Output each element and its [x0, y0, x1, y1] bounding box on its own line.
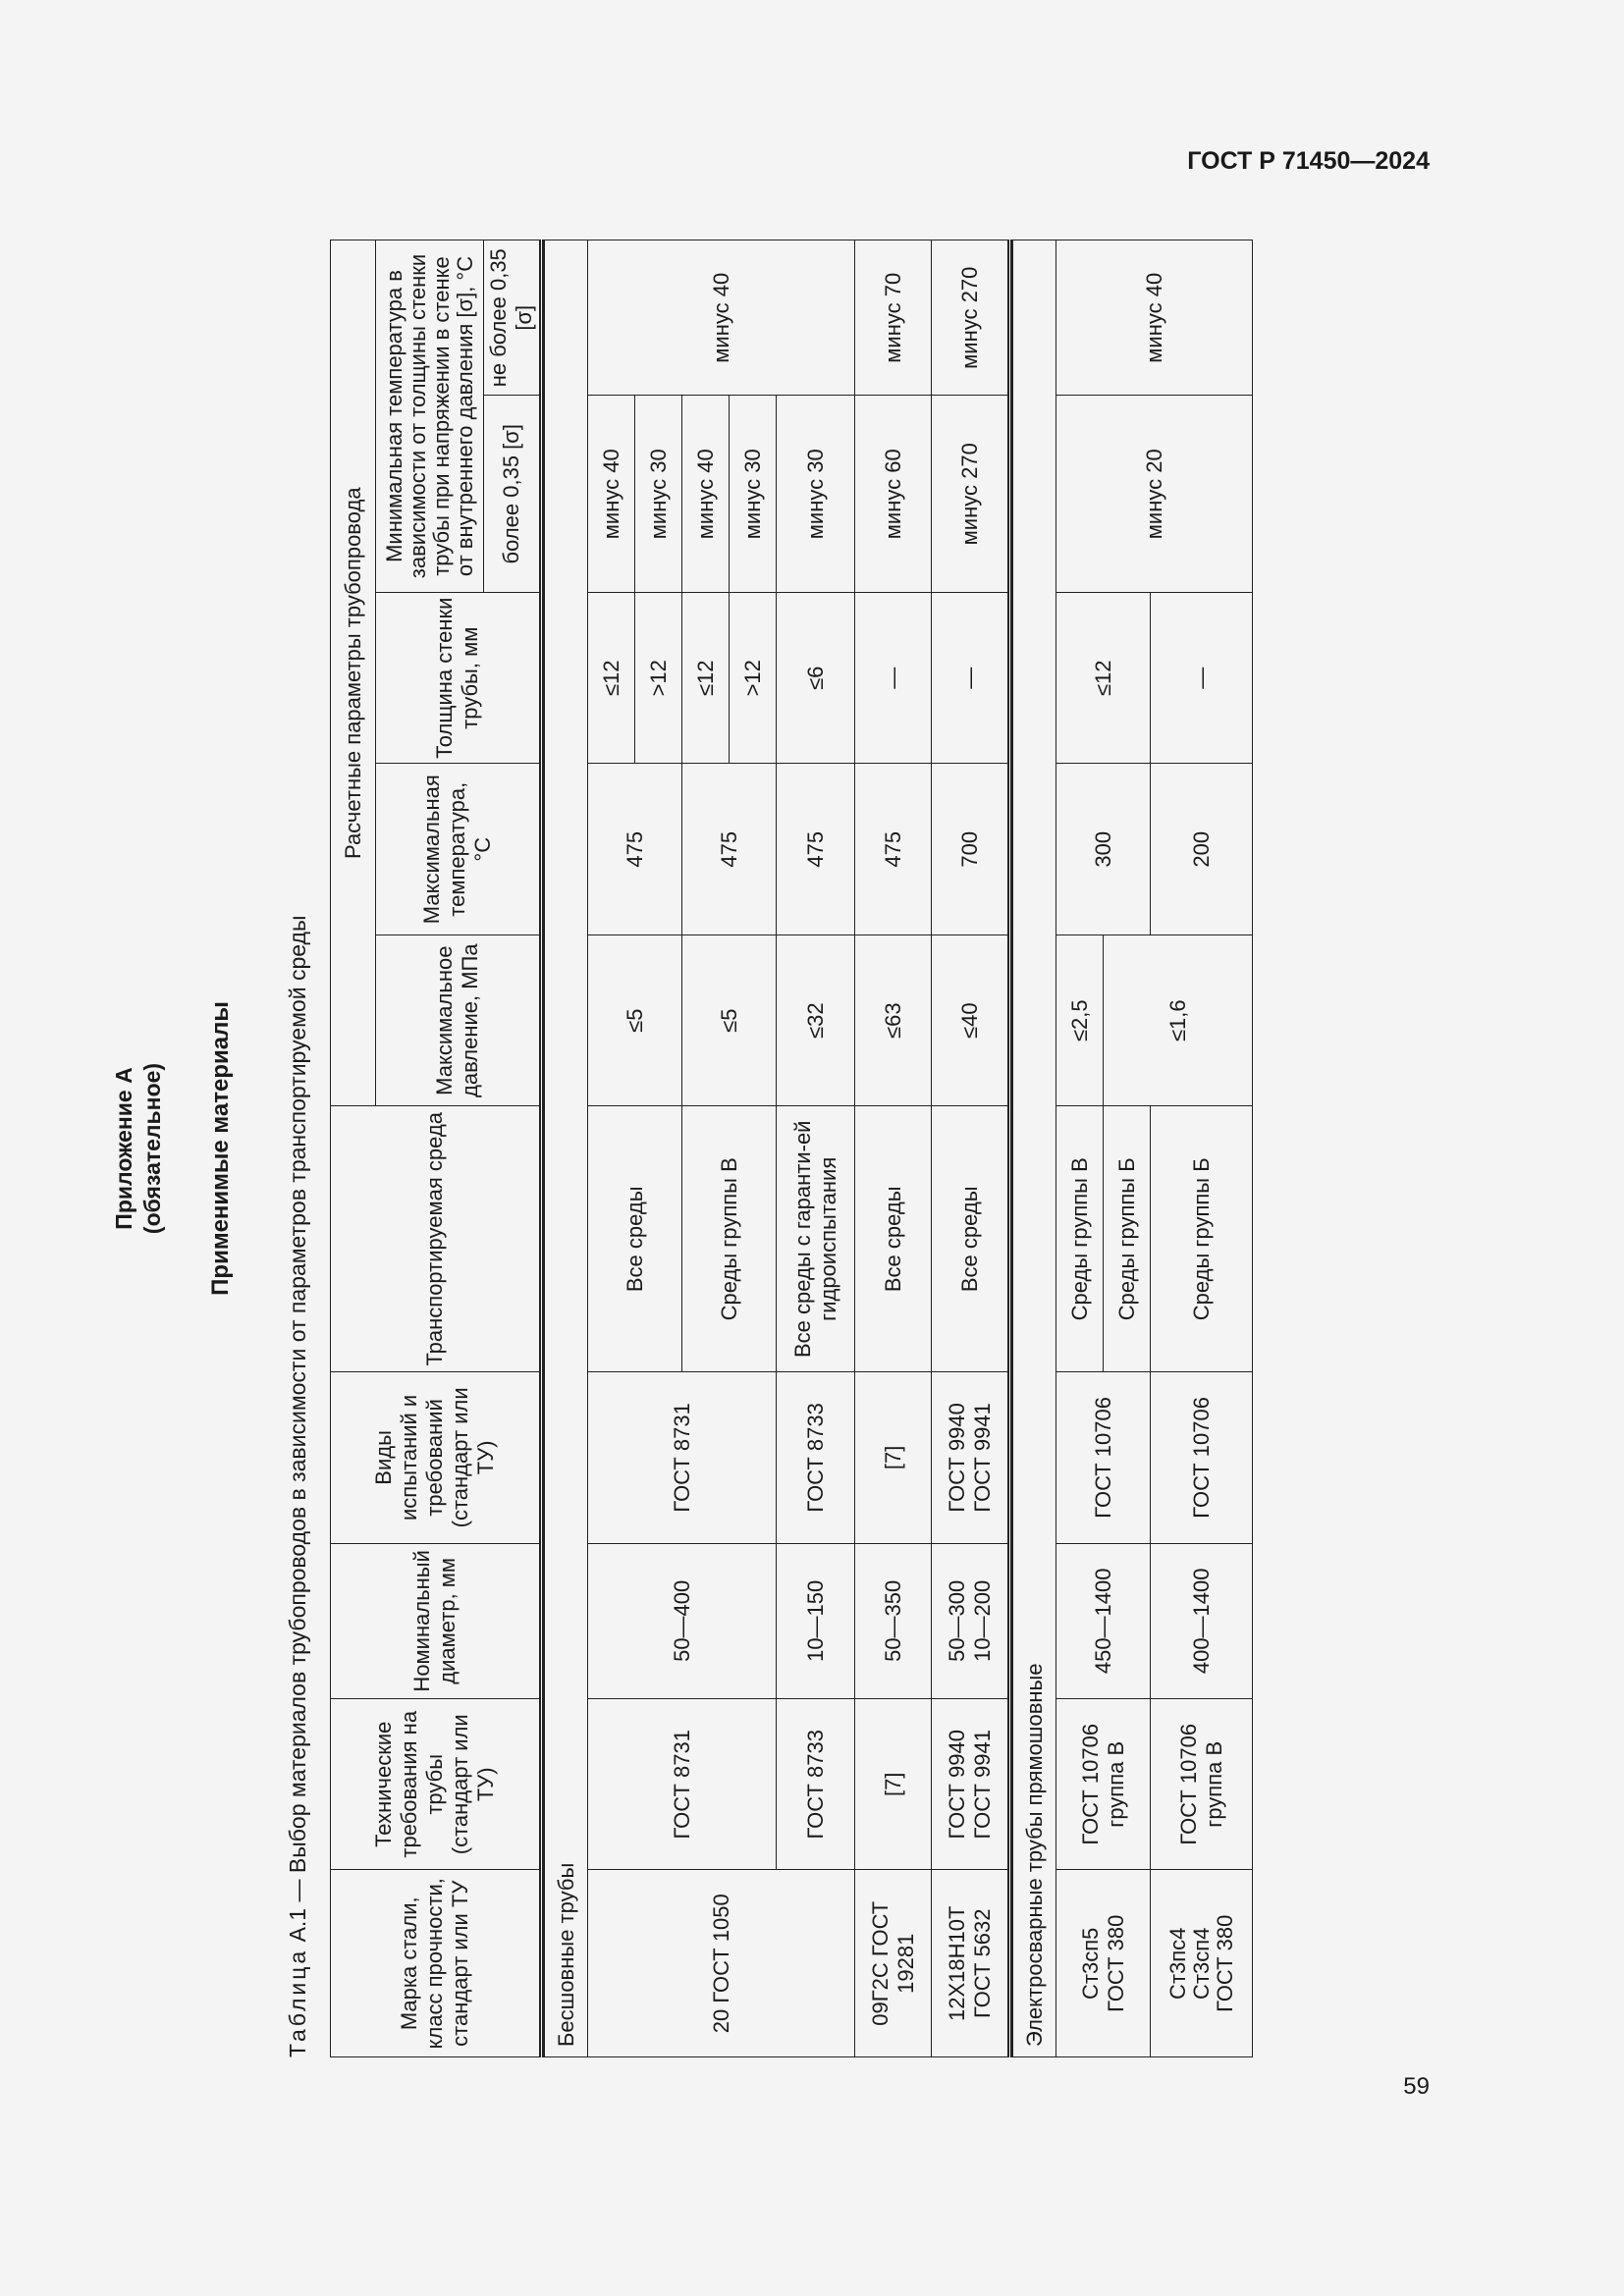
temp-cell: 475 — [777, 764, 855, 934]
header-design-params: Расчетные параметры трубопровода — [331, 240, 376, 1106]
header-wall: Толщина стенки трубы, мм — [376, 593, 542, 764]
min-temp-more-cell: минус 40 — [588, 396, 635, 593]
wall-cell: — — [855, 593, 932, 764]
pressure-cell: ≤5 — [588, 934, 682, 1105]
tech-req-10706-v — [1056, 1699, 1151, 1870]
pressure-cell: ≤5 — [682, 934, 777, 1105]
tech-req-line: ГОСТ 10706 — [1077, 1723, 1103, 1845]
medium-all: Все среды — [588, 1106, 682, 1372]
grade-line: ГОСТ 5632 — [969, 1908, 995, 2018]
temp-cell: 200 — [1151, 764, 1253, 934]
tech-req-line: ГОСТ 9940 — [944, 1730, 969, 1840]
tests-line: ГОСТ 9940 — [944, 1403, 969, 1513]
header-not-more: не более 0,35 [σ] — [484, 240, 542, 396]
medium-hydrotest: Все среды с гаранти-ей гидроиспытания — [777, 1106, 855, 1372]
grade-line: Ст3сп5 — [1077, 1927, 1103, 2000]
appendix-status: (обязательное) — [139, 1062, 165, 1235]
wall-cell: ≤12 — [1056, 593, 1151, 764]
pressure-cell: ≤2,5 — [1056, 934, 1104, 1105]
table-caption-prefix: Таблица — [285, 1948, 310, 2057]
tests-9940-9941 — [932, 1372, 1010, 1543]
medium-group-v: Среды группы В — [1056, 1106, 1104, 1372]
tech-req-10706-v — [1151, 1699, 1253, 1870]
grade-line: 12Х18Н10Т — [944, 1905, 969, 2021]
tech-req-line: группа В — [1201, 1740, 1226, 1828]
min-temp-not-more-cell: минус 40 — [1056, 240, 1253, 396]
table-caption — [285, 916, 311, 2057]
wall-cell: >12 — [730, 593, 777, 764]
grade-line: Ст3пс4 — [1164, 1927, 1190, 2000]
medium-all: Все среды — [855, 1106, 932, 1372]
section-seamless: Бесшовные трубы — [545, 240, 588, 2057]
appendix-title: Приложение А — [111, 1067, 136, 1230]
header-max-temp: Максимальная температура, °С — [376, 764, 542, 934]
tech-req-8731: ГОСТ 8731 — [588, 1699, 777, 1870]
header-tech-req: Технические требования на трубы (стандарт или ТУ) — [331, 1699, 542, 1870]
appendix-heading: Применимые материалы — [207, 1001, 234, 1296]
min-temp-more-cell: минус 40 — [682, 396, 730, 593]
diameter-10-150: 10—150 — [777, 1543, 855, 1698]
wall-cell: >12 — [635, 593, 682, 764]
grade-20: 20 ГОСТ 1050 — [588, 1870, 855, 2057]
diameter-50-350: 50—350 — [855, 1543, 932, 1698]
medium-group-b: Среды группы Б — [1151, 1106, 1253, 1372]
tech-req-line: ГОСТ 10706 — [1175, 1723, 1201, 1845]
tests-10706: ГОСТ 10706 — [1056, 1372, 1151, 1543]
tech-req-9940-9941 — [932, 1699, 1010, 1870]
table-caption-text: А.1 — Выбор материалов трубопроводов в зависимости от параметров транспортируемой среды — [285, 915, 310, 1943]
wall-cell: ≤6 — [777, 593, 855, 764]
grade-st3sp5 — [1056, 1870, 1151, 2057]
wall-cell: ≤12 — [588, 593, 635, 764]
temp-cell: 300 — [1056, 764, 1151, 934]
header-medium: Транспортируемая среда — [331, 1106, 542, 1372]
min-temp-not-more-cell: минус 70 — [855, 240, 932, 396]
min-temp-more-cell: минус 60 — [855, 396, 932, 593]
tests-10706: ГОСТ 10706 — [1151, 1372, 1253, 1543]
tests-line: ГОСТ 9941 — [969, 1403, 995, 1513]
wall-cell: ≤12 — [682, 593, 730, 764]
min-temp-more-cell: минус 20 — [1056, 396, 1253, 593]
rotated-content — [98, 240, 1237, 2057]
materials-table — [330, 240, 1253, 2057]
pressure-cell: ≤63 — [855, 934, 932, 1105]
min-temp-more-cell: минус 30 — [777, 396, 855, 593]
diameter-50-400: 50—400 — [588, 1543, 777, 1698]
diameter-line: 10—200 — [969, 1579, 995, 1662]
min-temp-more-cell: минус 30 — [730, 396, 777, 593]
document-code: ГОСТ Р 71450—2024 — [1187, 147, 1430, 175]
header-max-pressure: Максимальное давление, МПа — [376, 934, 542, 1105]
grade-12x18h10t — [932, 1870, 1010, 2057]
tests-ref-7: [7] — [855, 1372, 932, 1543]
tech-req-ref-7: [7] — [855, 1699, 932, 1870]
header-diameter: Номинальный диаметр, мм — [331, 1543, 542, 1698]
pressure-cell: ≤1,6 — [1104, 934, 1253, 1105]
tech-req-line: группа В — [1103, 1740, 1128, 1828]
grade-09g2s: 09Г2С ГОСТ 19281 — [855, 1870, 932, 2057]
header-tests: Виды испытаний и требований (стандарт или ТУ) — [331, 1372, 542, 1543]
medium-group-b: Среды группы Б — [1104, 1106, 1151, 1372]
min-temp-more-cell: минус 270 — [932, 396, 1010, 593]
header-grade: Марка стали, класс прочности, стандарт или ТУ — [331, 1870, 542, 2057]
grade-line: ГОСТ 380 — [1212, 1914, 1237, 2012]
temp-cell: 475 — [682, 764, 777, 934]
pressure-cell: ≤40 — [932, 934, 1010, 1105]
tech-req-8733: ГОСТ 8733 — [777, 1699, 855, 1870]
diameter-12x18 — [932, 1543, 1010, 1698]
temp-cell: 475 — [855, 764, 932, 934]
min-temp-not-more-cell: минус 270 — [932, 240, 1010, 396]
pressure-cell: ≤32 — [777, 934, 855, 1105]
min-temp-more-cell: минус 30 — [635, 396, 682, 593]
grade-line: ГОСТ 380 — [1103, 1914, 1128, 2012]
header-more: более 0,35 [σ] — [484, 396, 542, 593]
diameter-450-1400: 450—1400 — [1056, 1543, 1151, 1698]
tech-req-line: ГОСТ 9941 — [969, 1730, 995, 1840]
wall-cell: — — [932, 593, 1010, 764]
tests-8733: ГОСТ 8733 — [777, 1372, 855, 1543]
medium-group-v: Среды группы В — [682, 1106, 777, 1372]
grade-line: Ст3сп4 — [1188, 1927, 1214, 2000]
page-number: 59 — [1403, 2073, 1430, 2100]
section-welded: Электросварные трубы прямошовные — [1013, 240, 1056, 2057]
min-temp-not-more-cell: минус 40 — [588, 240, 855, 396]
temp-cell: 700 — [932, 764, 1010, 934]
wall-cell: — — [1151, 593, 1253, 764]
grade-st3ps4 — [1151, 1870, 1253, 2057]
diameter-400-1400: 400—1400 — [1151, 1543, 1253, 1698]
temp-cell: 475 — [588, 764, 682, 934]
tests-8731: ГОСТ 8731 — [588, 1372, 777, 1543]
diameter-line: 50—300 — [944, 1579, 969, 1662]
header-min-temp: Минимальная температура в зависимости от толщины стенки трубы при напряжении в стенке от внутреннего давления [σ], °С — [376, 240, 484, 593]
medium-all: Все среды — [932, 1106, 1010, 1372]
